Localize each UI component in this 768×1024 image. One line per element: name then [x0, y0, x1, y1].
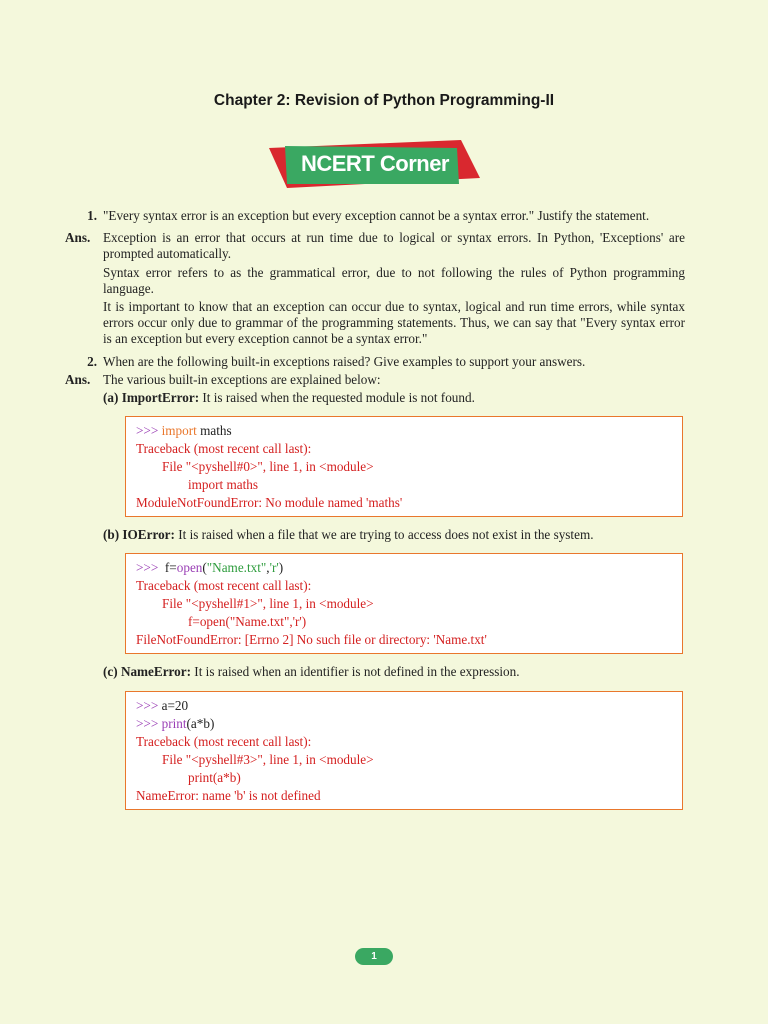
traceback-line: Traceback (most recent call last):	[136, 441, 312, 457]
subpart-c	[103, 664, 685, 680]
error-message: FileNotFoundError: [Errno 2] No such file or directory: 'Name.txt'	[136, 632, 487, 648]
answer-paragraph: Exception is an error that occurs at run time due to logical or syntax errors. In Python, 'Exceptions' are prompted automatically.	[103, 230, 685, 262]
answer-paragraph: Syntax error refers to as the grammatical error, due to not following the rules of Python programming language.	[103, 264, 685, 296]
content	[65, 208, 685, 820]
banner-label: NCERT Corner	[300, 151, 449, 176]
exception-name: ImportError:	[121, 390, 200, 406]
ncert-corner-banner	[265, 140, 485, 192]
answer-label: Ans.	[65, 371, 91, 387]
code-block-io-error	[125, 553, 683, 654]
traceback-file-line: File "<pyshell#1>", line 1, in <module>	[162, 596, 374, 612]
question-number: 1.	[87, 208, 97, 223]
subpart-tag: (b)	[103, 527, 120, 543]
traceback-file-line: File "<pyshell#0>", line 1, in <module>	[162, 459, 374, 475]
code-block-import-error	[125, 416, 683, 517]
code-line: >>> a=20	[136, 697, 189, 713]
chapter-title: Chapter 2: Revision of Python Programming-II	[213, 92, 555, 109]
subpart-a	[103, 390, 685, 406]
traceback-line: Traceback (most recent call last):	[136, 578, 312, 594]
page-number-badge: 1	[355, 948, 393, 965]
exception-desc: It is raised when a file that we are trying to access does not exist in the system.	[174, 527, 594, 543]
answer-2	[65, 372, 685, 810]
traceback-file-line: File "<pyshell#3>", line 1, in <module>	[162, 751, 374, 767]
question-2	[65, 354, 685, 370]
answer-paragraph: It is important to know that an exception can occur due to syntax, logical and run time errors, while syntax errors occur only due to grammar of the programming statements. Thus, we can say that "Every syntax error is an exception but every exception cannot be a syntax error."	[103, 299, 685, 347]
traceback-source-line: print(a*b)	[188, 769, 241, 785]
subpart-b	[103, 527, 685, 543]
code-line: >>> print(a*b)	[136, 715, 215, 731]
answer-intro: The various built-in exceptions are explained below:	[103, 371, 381, 387]
traceback-source-line: import maths	[188, 477, 258, 493]
code-block-name-error	[125, 691, 683, 810]
error-message: NameError: name 'b' is not defined	[136, 787, 321, 803]
question-1	[65, 208, 685, 224]
question-number: 2.	[87, 353, 97, 369]
answer-1	[65, 230, 685, 347]
error-message: ModuleNotFoundError: No module named 'maths'	[136, 495, 403, 511]
traceback-line: Traceback (most recent call last):	[136, 733, 312, 749]
subpart-tag: (a)	[103, 390, 119, 406]
exception-desc: It is raised when an identifier is not defined in the expression.	[191, 664, 520, 680]
question-text: "Every syntax error is an exception but every exception cannot be a syntax error." Justify the statement.	[103, 208, 650, 223]
subpart-tag: (c)	[103, 664, 118, 680]
code-line: >>> f=open("Name.txt",'r')	[136, 560, 284, 576]
traceback-source-line: f=open("Name.txt",'r')	[188, 614, 307, 630]
exception-name: IOError:	[122, 527, 175, 543]
question-text: When are the following built-in exceptions raised? Give examples to support your answers.	[103, 353, 586, 369]
exception-desc: It is raised when the requested module is not found.	[199, 390, 475, 406]
exception-name: NameError:	[120, 664, 191, 680]
code-line: >>> import maths	[136, 423, 232, 439]
answer-label: Ans.	[65, 230, 91, 246]
